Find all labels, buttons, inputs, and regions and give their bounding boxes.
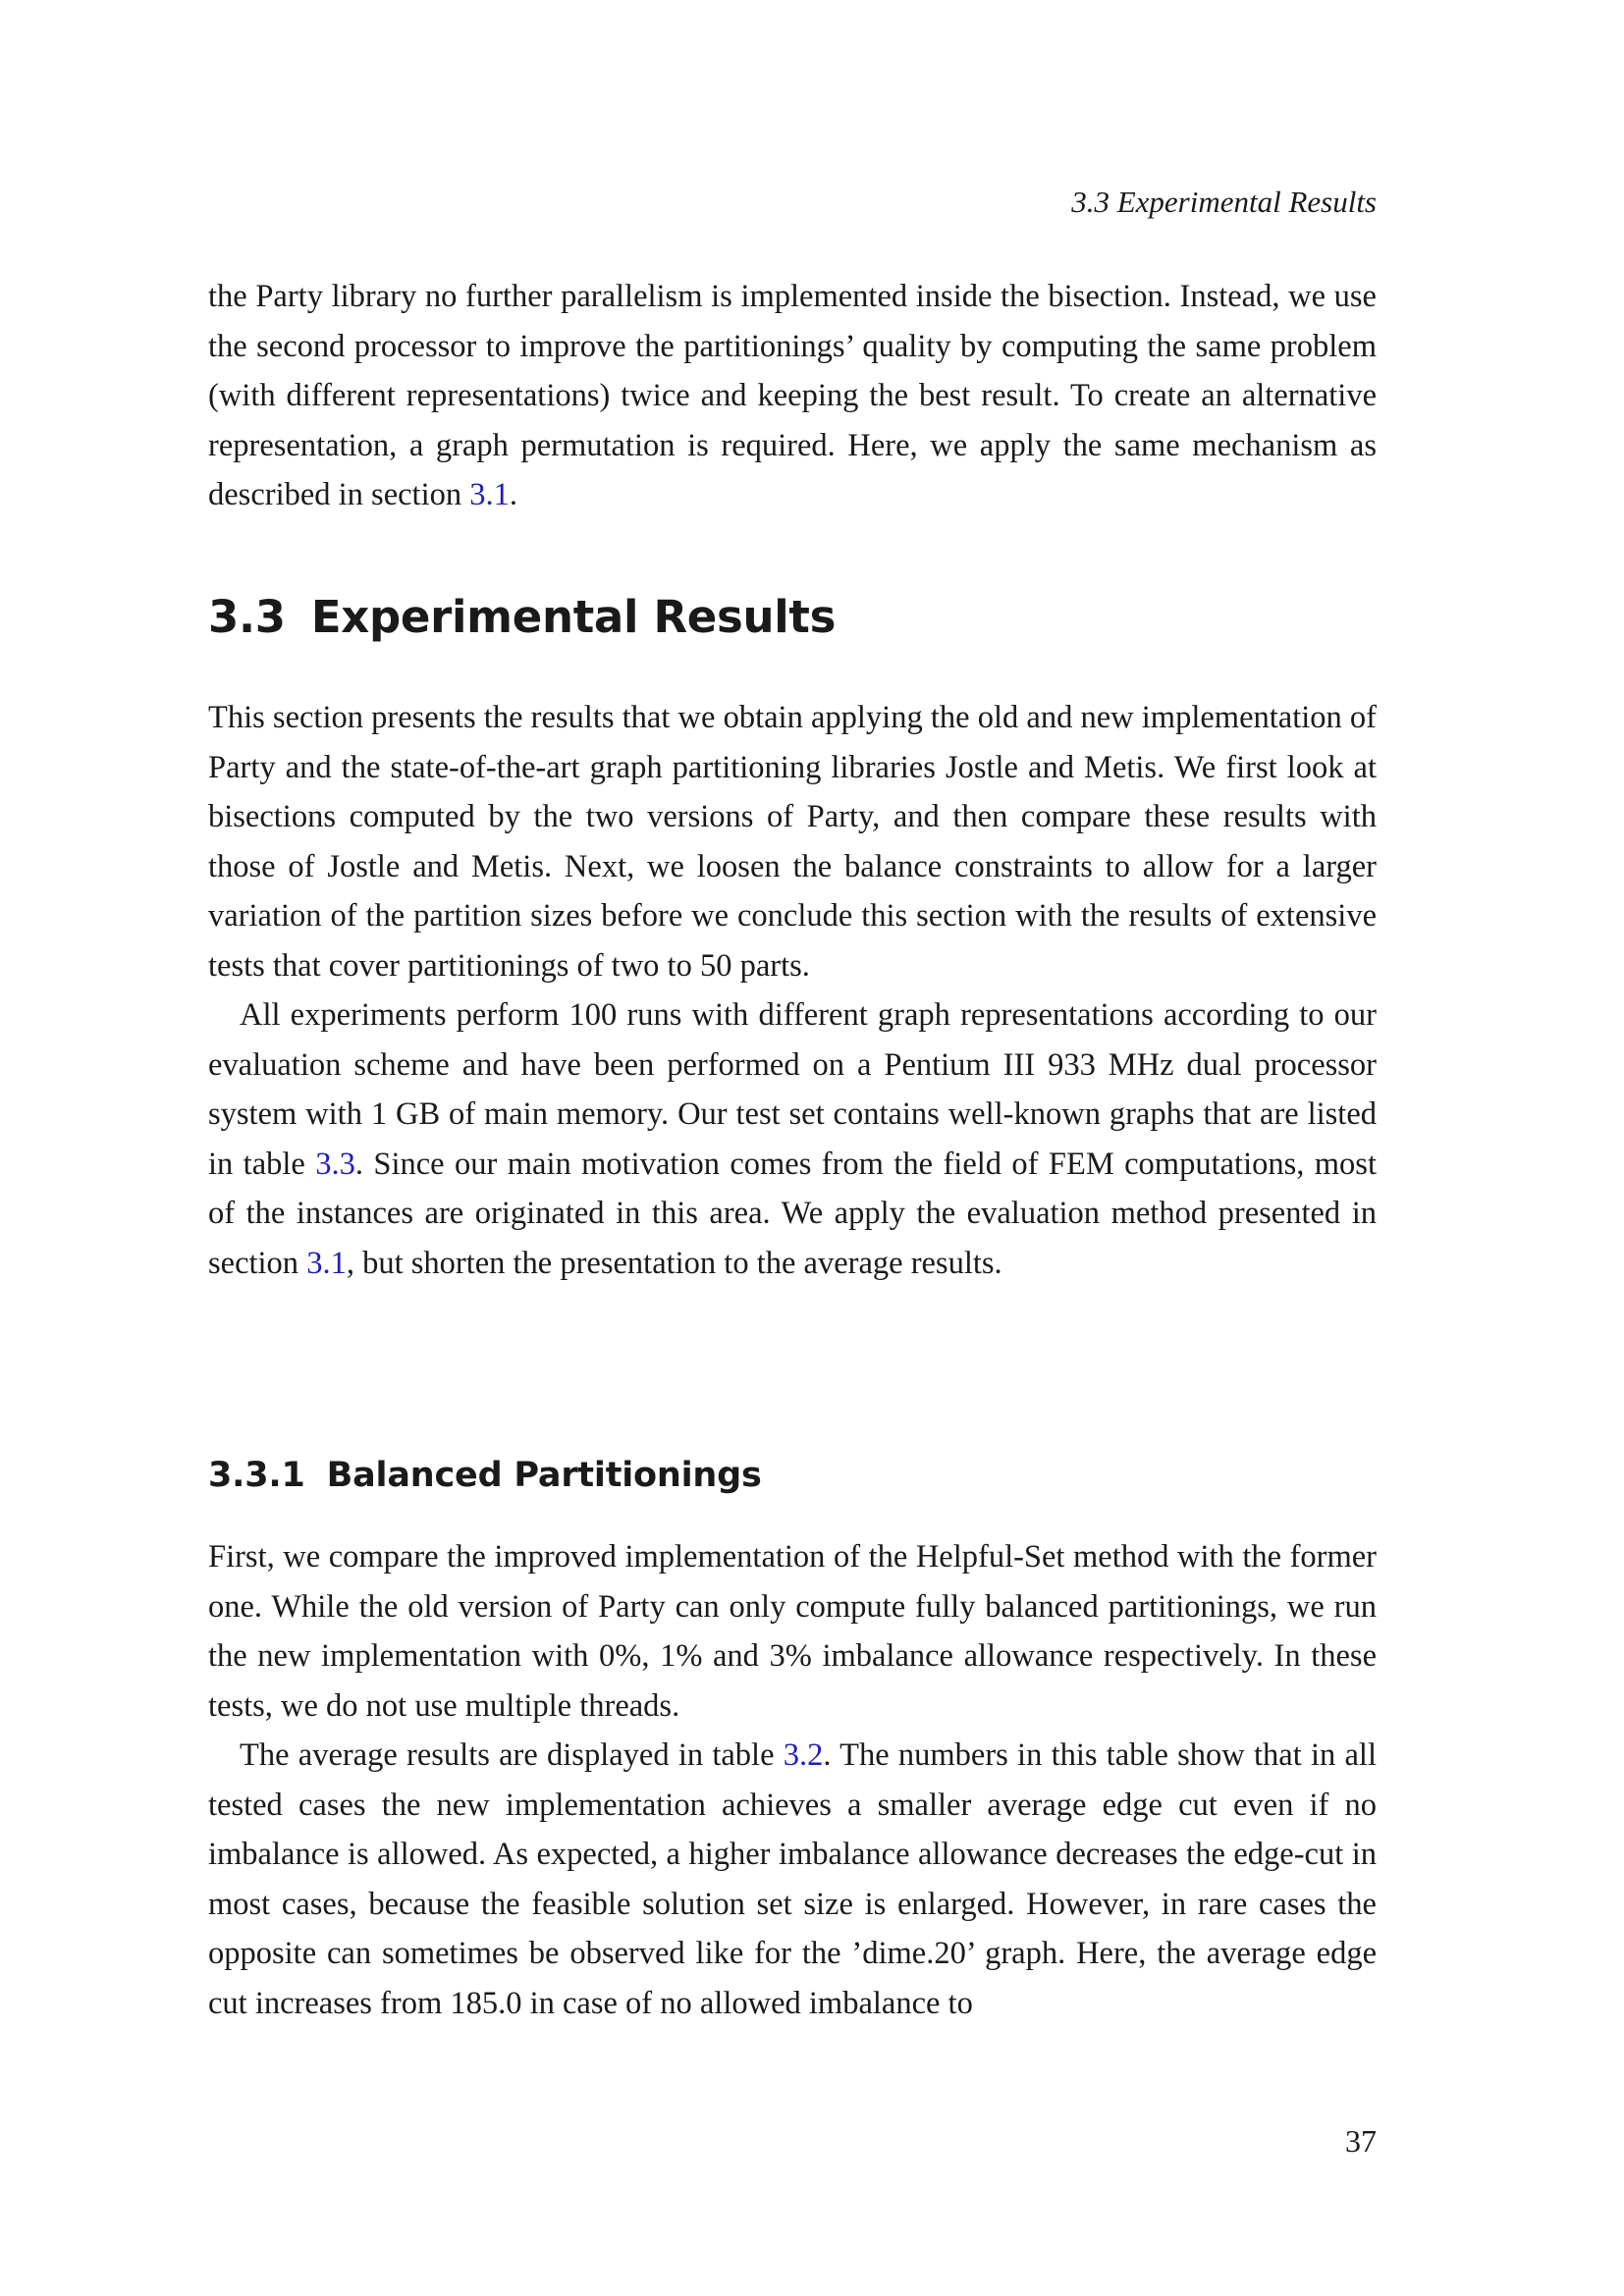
section-reference-link[interactable]: 3.1	[469, 477, 510, 512]
paragraph-text: The average results are displayed in table	[240, 1737, 784, 1773]
subsection-number: 3.3.1	[208, 1456, 305, 1495]
table-reference-link[interactable]: 3.3	[315, 1146, 355, 1182]
section-title: Experimental Results	[310, 591, 837, 643]
intro-text-end: .	[509, 477, 517, 512]
subsection-title: Balanced Partitionings	[326, 1456, 762, 1495]
section-paragraph-2	[208, 990, 1377, 1288]
section-heading	[208, 591, 836, 643]
intro-paragraph	[208, 272, 1377, 520]
subsection-paragraph-1: First, we compare the improved implementation of the Helpful-Set method with the former one. While the old version of Party can only compute fully balanced partitionings, we run the new implementation with 0%, 1% and 3% imbalance allowance respectively. In these tests, we do not use multiple threads.	[208, 1539, 1377, 1724]
subsection-heading	[208, 1456, 762, 1495]
paragraph-text: . The numbers in this table show that in all tested cases the new implementation achieves a smaller average edge cut even if no imbalance is allowed. As expected, a higher imbalance allowance decreases the edge-cut in most cases, because the feasible solution set size is enlarged. However, in rare cases the opposite can sometimes be observed like for the ’dime.20’ graph. Here, the average edge cut increases from 185.0 in case of no allowed imbalance to	[208, 1737, 1377, 2021]
running-head: 3.3 Experimental Results	[1071, 185, 1377, 219]
section-body	[208, 693, 1377, 1288]
paragraph-text: . Since our main motivation comes from the field of FEM computations, most of the instances are originated in this area. We apply the evaluation method presented in section	[208, 1146, 1377, 1281]
section-reference-link[interactable]: 3.1	[306, 1245, 347, 1281]
intro-text: the Party library no further parallelism is implemented inside the bisection. Instead, we use the second processor to improve the partitionings’ quality by computing the same problem (with different representations) twice and keeping the best result. To create an alternative representation, a graph permutation is required. Here, we apply the same mechanism as described in section	[208, 279, 1377, 512]
subsection-paragraph-2	[208, 1731, 1377, 2028]
page-number: 37	[1345, 2123, 1377, 2159]
section-number: 3.3	[208, 591, 286, 643]
paragraph-text: , but shorten the presentation to the average results.	[346, 1245, 1002, 1281]
section-paragraph-1: This section presents the results that we obtain applying the old and new implementation of Party and the state-of-the-art graph partitioning libraries Jostle and Metis. We first look at bisections computed by the two versions of Party, and then compare these results with those of Jostle and Metis. Next, we loosen the balance constraints to allow for a larger variation of the partition sizes before we conclude this section with the results of extensive tests that cover partitionings of two to 50 parts.	[208, 700, 1377, 984]
document-page	[208, 0, 1377, 2296]
subsection-body	[208, 1532, 1377, 2028]
paragraph-text: All experiments perform 100 runs with different graph representations according to our evaluation scheme and have been performed on a Pentium III 933 MHz dual processor system with 1 GB of main memory. Our test set contains well-known graphs that are listed in table	[208, 997, 1377, 1182]
table-reference-link[interactable]: 3.2	[783, 1737, 824, 1773]
